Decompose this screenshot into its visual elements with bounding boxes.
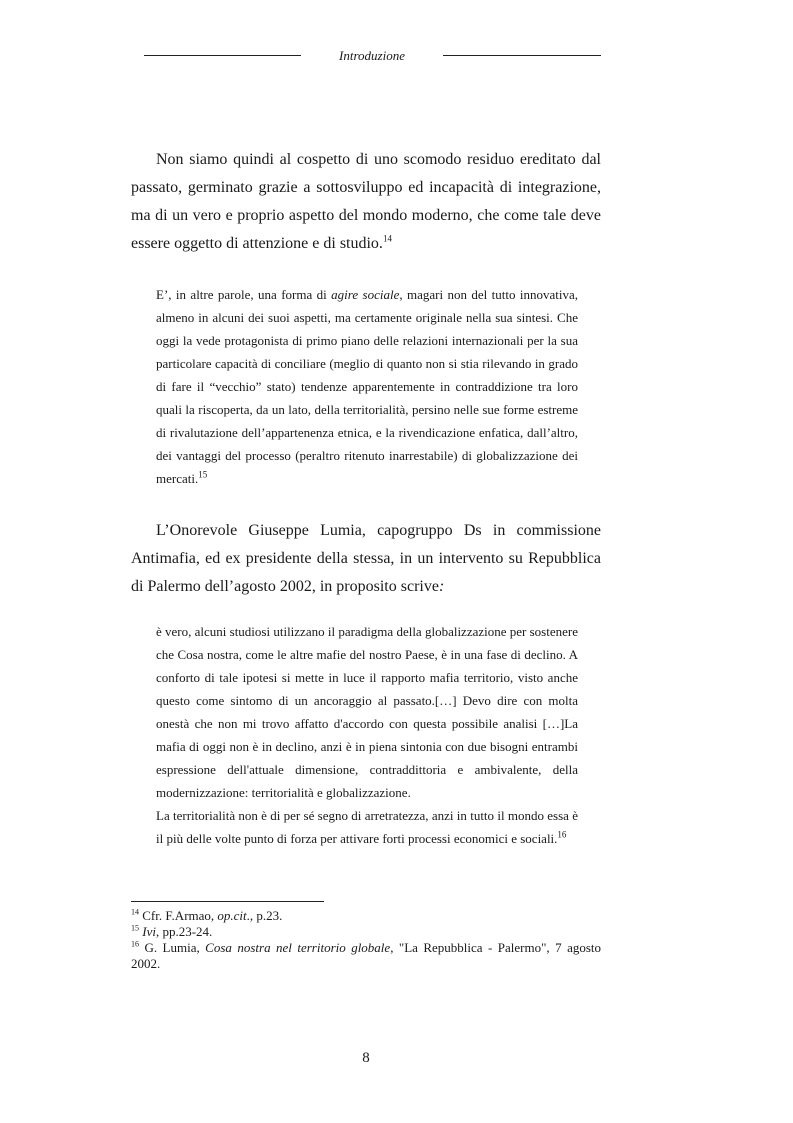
footnote-16-pre: G. Lumia, [139,940,206,955]
footnote-16-post: , "La Repubblica - Palermo", 7 agosto 2002. [131,940,602,971]
footnote-14-pre: Cfr. F.Armao, [139,908,218,923]
block-quote-2 [156,620,578,850]
page-number: 8 [362,1050,370,1066]
body-paragraph-2-text: L’Onorevole Giuseppe Lumia, capogruppo Ds in commissione Antimafia, ed ex presidente della stessa, in un intervento su Repubblica di Palermo dell’agosto 2002, in proposito scrive [131,522,601,595]
block-quote-2-para-1: è vero, alcuni studiosi utilizzano il paradigma della globalizzazione per sostenere che Cosa nostra, come le altre mafie del nostro Paese, è in una fase di declino. A conforto di tale ipotesi si mette in luce il rapporto mafia territorio, visto anche questo come sintomo di un ancoraggio al passato.[…] Devo dire con molta onestà che non mi trovo affatto d'accordo con questa possibile analisi […]La mafia di oggi non è in declino, anzi è in piena sintonia con due bisogni entrambi espressione dell'attuale dimensione, contraddittoria e ambivalente, della modernizzazione: territorialità e globalizzazione. [156,624,578,800]
body-paragraph-2-colon: : [438,578,445,595]
block-quote-1 [156,283,578,490]
running-header [144,46,601,68]
footnote-16-number: 16 [131,939,139,949]
header-rule-left [144,55,301,56]
block-quote-2-para-2-text: La territorialità non è di per sé segno di arretratezza, anzi in tutto il mondo essa è il più delle volte punto di forza per attivare forti processi economici e sociali. [156,808,578,846]
body-paragraph-2 [131,517,601,601]
block-quote-1-text [156,283,578,490]
footnote-ref-15: 15 [198,469,208,480]
body-paragraph-1 [131,146,601,258]
header-title: Introduzione [339,48,405,63]
footnote-15-italic: Ivi [142,924,156,939]
footnote-14 [131,908,601,924]
footnote-16 [131,940,601,972]
footnote-ref-16: 16 [557,829,567,840]
footnotes [131,908,601,972]
body-paragraph-1-text: Non siamo quindi al cospetto di uno scomodo residuo ereditato dal passato, germinato grazie a sottosviluppo ed incapacità di integrazione, ma di un vero e proprio aspetto del mondo moderno, che come tale deve essere oggetto di attenzione e di studio. [131,151,601,252]
block-quote-2-para-2 [156,804,578,850]
quote1-text-before: E’, in altre parole, una forma di [156,287,332,302]
header-rule-right [443,55,601,56]
quote1-italic-term: agire sociale [331,287,400,302]
footnote-14-italic: op.cit [217,908,247,923]
footnote-14-number: 14 [131,907,139,917]
quote1-text-after: , magari non del tutto innovativa, almeno in alcuni dei suoi aspetti, ma certamente originale nella sua sintesi. Che oggi la vede protagonista di primo piano delle relazioni internazionali per la sua particolare capacità di conciliare (meglio di quanto non si stia rilevando in grado di fare il “vecchio” stato) tendenze apparentemente in contraddizione tra loro quali la riscoperta, da un lato, della territorialità, persino nelle sue forme estreme di rivalutazione dell’appartenenza etnica, e la rivendicazione enfatica, dall’altro, dei vantaggi del processo (peraltro ritenuto inarrestabile) di globalizzazione dei mercati. [156,287,579,486]
footnote-15-number: 15 [131,923,139,933]
footnote-16-italic: Cosa nostra nel territorio globale [205,940,391,955]
footnote-ref-14: 14 [382,233,392,244]
footnote-15-post: , pp.23-24. [155,924,213,939]
footnote-15 [131,924,601,940]
footnote-separator [131,901,324,902]
footnote-14-post: ., p.23. [246,908,283,923]
